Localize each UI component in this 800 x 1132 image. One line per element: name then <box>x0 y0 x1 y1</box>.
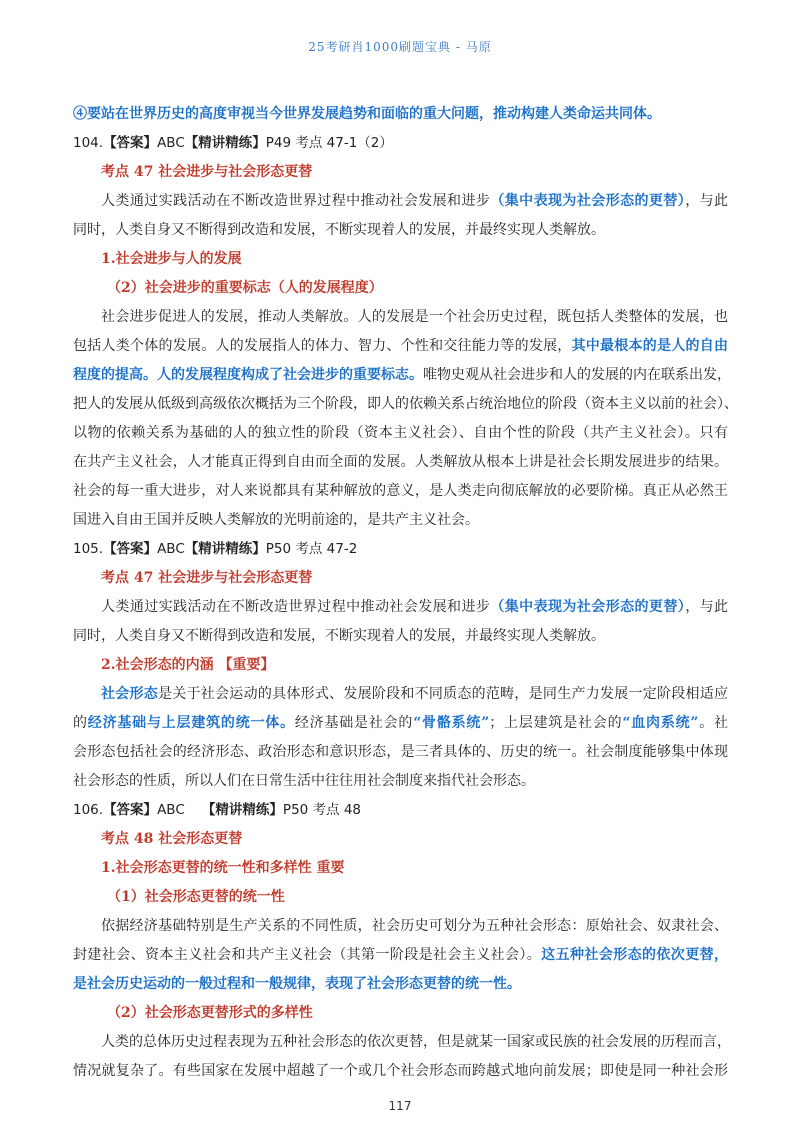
paragraph-line: 社会进步促进人的发展，推动人类解放。人的发展是一个社会历史过程，既包括人类整体的发展，也 <box>101 309 728 325</box>
paragraph-line: 社会的每一重大进步，对人来说都具有某种解放的意义，是人类走向彻底解放的必要阶梯。真正从必然王 <box>73 483 728 499</box>
question-number: 104. <box>73 135 104 151</box>
subsection-heading: 1.社会进步与人的发展 <box>101 251 242 267</box>
explanation-tag: 【精讲精练】 <box>184 541 266 557</box>
paragraph-line <box>73 941 728 970</box>
paragraph-line <box>73 680 728 709</box>
text-span: 封建社会、资本主义社会和共产主义社会（其第一阶段是社会主义社会）。 <box>73 947 542 963</box>
highlight-text: （集中表现为社会形态的更替） <box>490 599 686 615</box>
highlight-text: 其中最根本的是人的自由 <box>571 338 729 354</box>
reference: P50 考点 47-2 <box>265 541 358 557</box>
reference: P50 考点 48 <box>282 802 362 818</box>
highlight-text: 经济基础与上层建筑的统一体。 <box>87 715 295 731</box>
paragraph-line <box>73 361 731 390</box>
text-span: 。社 <box>698 715 729 731</box>
text-span: 人类通过实践活动在不断改造世界过程中推动社会发展和进步 <box>101 193 491 209</box>
answer-tag: 【答案】 <box>103 135 158 151</box>
paragraph-line: 是社会历史运动的一般过程和一般规律，表现了社会形态更替的统一性。 <box>73 976 521 992</box>
paragraph-line: 依据经济基础特别是生产关系的不同性质，社会历史可划分为五种社会形态：原始社会、奴隶社会、 <box>101 918 728 934</box>
text-span: 包括人类个体的发展。人的发展指人的体力、智力、个性和交往能力等的发展， <box>73 338 572 354</box>
question-106-header <box>73 796 728 825</box>
paragraph-line: 把人的发展从低级到高级依次概括为三个阶段，即人的依赖关系占统治地位的阶段（资本主义以前的社会）、 <box>73 396 738 412</box>
paragraph-line <box>73 187 728 216</box>
text-span: 唯物史观从社会进步和人的发展的内在联系出发， <box>423 367 731 383</box>
paragraph-line: 同时，人类自身又不断得到改造和发展，不断实现着人的发展，并最终实现人类解放。 <box>73 222 605 238</box>
paragraph-line: 社会形态的性质，所以人们在日常生活中往往用社会制度来指代社会形态。 <box>73 773 535 789</box>
page-content <box>73 100 738 1086</box>
text-span: 人类通过实践活动在不断改造世界过程中推动社会发展和进步 <box>101 599 491 615</box>
subsection-heading: 1.社会形态更替的统一性和多样性 重要 <box>101 860 345 876</box>
explanation-tag: 【精讲精练】 <box>184 135 266 151</box>
section-heading: 考点 48 社会形态更替 <box>101 831 243 847</box>
text-span: 的 <box>73 715 88 731</box>
paragraph-line: 会形态包括社会的经济形态、政治形态和意识形态，是三者具体的、历史的统一。社会制度能够集中体现 <box>73 744 728 760</box>
paragraph-line: 国进入自由王国并反映人类解放的光明前途的，是共产主义社会。 <box>73 512 479 528</box>
highlight-text: 社会形态 <box>101 686 159 702</box>
paragraph-line: 人类的总体历史过程表现为五种社会形态的依次更替，但是就某一国家或民族的社会发展的历程而言， <box>101 1034 731 1050</box>
answer-tag: 【答案】 <box>103 802 158 818</box>
subsection-heading: 2.社会形态的内涵 【重要】 <box>101 657 275 673</box>
subsection-heading: （2）社会形态更替形式的多样性 <box>107 1005 313 1021</box>
highlight-text: “血肉系统” <box>622 715 699 731</box>
answer-value: ABC <box>157 802 185 818</box>
intro-paragraph: ④要站在世界历史的高度审视当今世界发展趋势和面临的重大问题，推动构建人类命运共同体。 <box>73 106 661 122</box>
highlight-text: 这五种社会形态的依次更替， <box>541 947 729 963</box>
subsection-heading: （1）社会形态更替的统一性 <box>107 889 285 905</box>
text-span: 经济基础是社会的 <box>294 715 414 731</box>
question-number: 105. <box>73 541 104 557</box>
text-span: ；上层建筑是社会的 <box>489 715 623 731</box>
paragraph-line <box>73 593 728 622</box>
highlight-text: 程度的提高。人的发展程度构成了社会进步的重要标志。 <box>73 367 423 383</box>
question-104-header <box>73 129 728 158</box>
highlight-text: （集中表现为社会形态的更替） <box>490 193 686 209</box>
paragraph-line: 在共产主义社会，人才能真正得到自由而全面的发展。人类解放从根本上讲是社会长期发展进步的结果。 <box>73 454 728 470</box>
paragraph-line: 同时，人类自身又不断得到改造和发展，不断实现着人的发展，并最终实现人类解放。 <box>73 628 605 644</box>
page-number: 117 <box>388 1099 412 1113</box>
reference: P49 考点 47-1（2） <box>265 135 393 151</box>
highlight-text: “骨骼系统” <box>413 715 490 731</box>
text-span: ，与此 <box>685 599 729 615</box>
paragraph-line: 情况就复杂了。有些国家在发展中超越了一个或几个社会形态而跨越式地向前发展；即使是同一种社会形 <box>73 1063 728 1079</box>
section-heading: 考点 47 社会进步与社会形态更替 <box>101 570 313 586</box>
explanation-tag: 【精讲精练】 <box>201 802 283 818</box>
paragraph-line <box>73 332 728 361</box>
page-header: 25考研肖1000刷题宝典 - 马原 <box>308 40 492 54</box>
paragraph-line <box>73 709 728 738</box>
answer-tag: 【答案】 <box>103 541 158 557</box>
answer-value: ABC <box>157 541 185 557</box>
question-105-header <box>73 535 728 564</box>
subsection-heading: （2）社会进步的重要标志（人的发展程度） <box>107 280 383 296</box>
text-span: 是关于社会运动的具体形式、发展阶段和不同质态的范畴，是同生产力发展一定阶段相适应 <box>158 686 729 702</box>
paragraph-line: 以物的依赖关系为基础的人的独立性的阶段（资本主义社会）、自由个性的阶段（共产主义社会）。只有 <box>73 425 728 441</box>
text-span: ，与此 <box>685 193 729 209</box>
section-heading: 考点 47 社会进步与社会形态更替 <box>101 164 313 180</box>
answer-value: ABC <box>157 135 185 151</box>
question-number: 106. <box>73 802 104 818</box>
